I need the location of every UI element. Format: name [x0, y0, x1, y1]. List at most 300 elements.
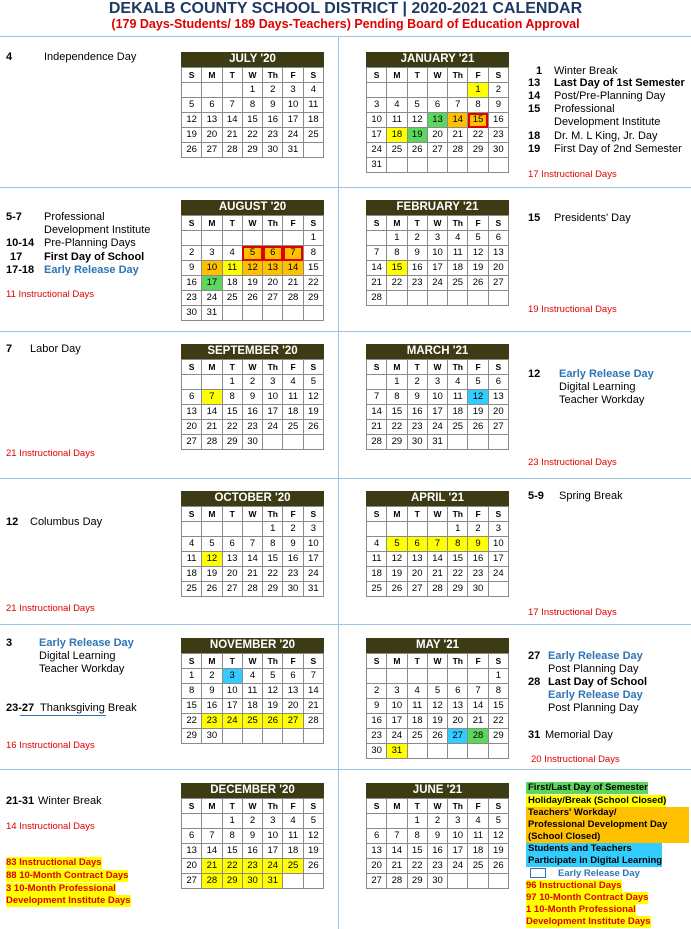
day-cell: 6	[488, 375, 508, 390]
calendar-grid	[366, 653, 509, 759]
day-cell: 27	[367, 874, 387, 889]
empty-cell	[202, 231, 222, 246]
day-cell: 28	[303, 714, 323, 729]
day-cell: 2	[488, 83, 508, 98]
day-cell: 17	[283, 113, 303, 128]
day-cell: 13	[182, 405, 202, 420]
day-cell: 12	[303, 829, 323, 844]
empty-cell	[222, 83, 242, 98]
calendar-title: AUGUST '20	[181, 200, 324, 215]
day-cell: 2	[202, 669, 222, 684]
weekday-header: S	[488, 216, 508, 231]
day-cell: 29	[488, 729, 508, 744]
weekday-header: F	[283, 799, 303, 814]
weekday-header: F	[283, 68, 303, 83]
empty-cell	[303, 435, 323, 450]
calendar-title: FEBRUARY '21	[366, 200, 509, 215]
day-cell: 3	[303, 522, 323, 537]
day-cell: 7	[222, 98, 242, 113]
empty-cell	[488, 744, 508, 759]
day-cell: 25	[283, 859, 303, 874]
day-cell: 29	[263, 582, 283, 597]
calendar-april	[366, 491, 509, 597]
empty-cell	[387, 291, 407, 306]
day-cell: 26	[242, 291, 262, 306]
day-cell: 8	[303, 246, 323, 261]
weekday-header: S	[367, 507, 387, 522]
day-cell: 16	[468, 552, 488, 567]
day-cell: 3	[263, 375, 283, 390]
calendar-august	[181, 200, 324, 321]
day-cell: 15	[488, 699, 508, 714]
empty-cell	[427, 669, 447, 684]
day-cell: 19	[488, 844, 508, 859]
day-cell: 9	[407, 390, 427, 405]
day-cell: 2	[367, 684, 387, 699]
day-cell: 20	[427, 128, 447, 143]
day-cell: 21	[427, 567, 447, 582]
day-cell: 7	[367, 390, 387, 405]
day-cell: 7	[427, 537, 447, 552]
weekday-header: S	[182, 68, 202, 83]
day-cell: 8	[242, 98, 262, 113]
day-cell: 30	[202, 729, 222, 744]
day-cell: 19	[202, 567, 222, 582]
empty-cell	[427, 158, 447, 173]
empty-cell	[242, 306, 262, 321]
day-cell: 26	[427, 729, 447, 744]
calendar-november	[181, 638, 324, 744]
calendar-february	[366, 200, 509, 306]
day-cell: 30	[182, 306, 202, 321]
day-cell: 17	[427, 261, 447, 276]
weekday-header: S	[303, 507, 323, 522]
day-cell: 30	[367, 744, 387, 759]
weekday-header: S	[303, 799, 323, 814]
weekday-header: Th	[448, 360, 468, 375]
weekday-header: M	[202, 360, 222, 375]
weekday-header: F	[283, 360, 303, 375]
day-cell: 10	[263, 390, 283, 405]
day-cell: 28	[242, 582, 262, 597]
empty-cell	[222, 306, 242, 321]
weekday-header: F	[468, 216, 488, 231]
day-cell: 22	[182, 714, 202, 729]
day-cell: 7	[387, 829, 407, 844]
weekday-header: W	[427, 799, 447, 814]
day-cell: 19	[427, 714, 447, 729]
day-cell: 12	[488, 829, 508, 844]
day-cell: 10	[488, 537, 508, 552]
day-cell: 30	[407, 435, 427, 450]
day-cell: 13	[488, 390, 508, 405]
calendar-title: DECEMBER '20	[181, 783, 324, 798]
day-cell: 24	[303, 567, 323, 582]
day-cell: 22	[303, 276, 323, 291]
event-february-15: 15 Presidents' Day	[528, 212, 631, 224]
empty-cell	[427, 522, 447, 537]
instructional-days-december: 14 Instructional Days	[6, 821, 95, 832]
center-divider	[338, 36, 339, 929]
day-cell: 23	[367, 729, 387, 744]
day-cell: 18	[468, 844, 488, 859]
day-cell: 17	[387, 714, 407, 729]
day-cell: 12	[263, 684, 283, 699]
day-cell: 27	[182, 435, 202, 450]
day-cell: 8	[387, 246, 407, 261]
instructional-days-august: 11 Instructional Days	[6, 289, 95, 300]
day-cell: 12	[407, 113, 427, 128]
calendar-grid	[366, 215, 509, 306]
empty-cell	[448, 291, 468, 306]
day-cell: 15	[387, 405, 407, 420]
day-cell: 21	[367, 420, 387, 435]
empty-cell	[367, 375, 387, 390]
day-cell: 12	[387, 552, 407, 567]
day-cell: 21	[387, 859, 407, 874]
day-cell: 8	[222, 390, 242, 405]
event-august-17-18: 17-18 Early Release Day	[6, 264, 139, 276]
day-cell: 2	[242, 814, 262, 829]
event-november-3-digital: Digital Learning	[39, 650, 116, 662]
day-cell: 14	[367, 405, 387, 420]
calendar-october	[181, 491, 324, 597]
day-cell: 18	[387, 128, 407, 143]
day-cell: 26	[202, 582, 222, 597]
day-cell: 11	[182, 552, 202, 567]
day-cell: 16	[242, 405, 262, 420]
weekday-header: S	[367, 799, 387, 814]
day-cell: 9	[367, 699, 387, 714]
calendar-title: JANUARY '21	[366, 52, 509, 67]
day-cell: 7	[202, 390, 222, 405]
day-cell: 3	[427, 231, 447, 246]
day-cell: 29	[468, 143, 488, 158]
calendar-september	[181, 344, 324, 450]
weekday-header: W	[242, 507, 262, 522]
day-cell: 8	[468, 98, 488, 113]
day-cell: 25	[182, 582, 202, 597]
day-cell: 24	[427, 276, 447, 291]
day-cell: 11	[387, 113, 407, 128]
semester1-pd-cont: Development Institute Days	[6, 895, 131, 906]
day-cell: 4	[387, 98, 407, 113]
day-cell: 19	[303, 844, 323, 859]
event-march-12: 12 Early Release Day	[528, 368, 654, 380]
day-cell: 12	[242, 261, 262, 276]
legend-teachers-workday	[526, 807, 689, 843]
day-cell: 8	[387, 390, 407, 405]
weekday-header: M	[387, 68, 407, 83]
day-cell: 27	[202, 143, 222, 158]
calendar-title: JUNE '21	[366, 783, 509, 798]
weekday-header: S	[488, 360, 508, 375]
calendar-grid	[366, 798, 509, 889]
weekday-header: T	[407, 68, 427, 83]
legend-early-release: Early Release Day	[528, 868, 640, 880]
day-cell: 24	[488, 567, 508, 582]
day-cell: 5	[303, 814, 323, 829]
empty-cell	[202, 375, 222, 390]
day-cell: 21	[242, 567, 262, 582]
day-cell: 1	[407, 814, 427, 829]
legend-digital-line2: Participate in Digital Learning	[528, 855, 663, 866]
day-cell: 6	[222, 537, 242, 552]
day-cell: 3	[427, 375, 447, 390]
empty-cell	[387, 522, 407, 537]
day-cell: 18	[182, 567, 202, 582]
day-cell: 8	[263, 537, 283, 552]
day-cell: 27	[263, 291, 283, 306]
semester2-instructional: 96 Instructional Days	[526, 880, 622, 891]
day-cell: 9	[488, 98, 508, 113]
day-cell: 18	[242, 699, 262, 714]
day-cell: 25	[448, 276, 468, 291]
day-cell: 22	[407, 859, 427, 874]
calendar-january	[366, 52, 509, 173]
empty-cell	[427, 83, 447, 98]
day-cell: 20	[407, 567, 427, 582]
event-may-28-post-planning: Post Planning Day	[548, 702, 639, 714]
legend-digital-learning	[526, 843, 662, 867]
empty-cell	[303, 143, 323, 158]
empty-cell	[427, 291, 447, 306]
day-cell: 2	[407, 375, 427, 390]
empty-cell	[367, 669, 387, 684]
weekday-header: F	[283, 654, 303, 669]
calendar-grid	[181, 506, 324, 597]
day-cell: 4	[283, 814, 303, 829]
day-cell: 10	[202, 261, 222, 276]
empty-cell	[182, 522, 202, 537]
empty-cell	[407, 83, 427, 98]
day-cell: 20	[182, 420, 202, 435]
empty-cell	[448, 435, 468, 450]
day-cell: 4	[303, 83, 323, 98]
day-cell: 20	[448, 714, 468, 729]
day-cell: 11	[303, 98, 323, 113]
day-cell: 3	[387, 684, 407, 699]
weekday-header: S	[367, 360, 387, 375]
day-cell: 19	[182, 128, 202, 143]
day-cell: 14	[468, 699, 488, 714]
empty-cell	[202, 83, 222, 98]
empty-cell	[283, 306, 303, 321]
day-cell: 18	[222, 276, 242, 291]
day-cell: 29	[387, 435, 407, 450]
day-cell: 17	[202, 276, 222, 291]
instructional-days-october: 21 Instructional Days	[6, 603, 95, 614]
empty-cell	[242, 522, 262, 537]
calendar-grid	[366, 506, 509, 597]
day-cell: 23	[407, 276, 427, 291]
empty-cell	[182, 231, 202, 246]
day-cell: 4	[448, 375, 468, 390]
empty-cell	[182, 83, 202, 98]
empty-cell	[263, 231, 283, 246]
day-cell: 18	[303, 113, 323, 128]
event-november-3: 3 Early Release Day	[6, 637, 134, 649]
weekday-header: T	[407, 799, 427, 814]
day-cell: 11	[367, 552, 387, 567]
weekday-header: S	[182, 507, 202, 522]
instructional-days-september: 21 Instructional Days	[6, 448, 95, 459]
day-cell: 18	[407, 714, 427, 729]
day-cell: 25	[283, 420, 303, 435]
day-cell: 28	[202, 435, 222, 450]
day-cell: 24	[387, 729, 407, 744]
weekday-header: Th	[263, 654, 283, 669]
day-cell: 13	[202, 113, 222, 128]
day-cell: 20	[263, 276, 283, 291]
weekday-header: W	[427, 507, 447, 522]
event-january-18: 18 Dr. M. L King, Jr. Day	[528, 130, 658, 142]
weekday-header: F	[468, 507, 488, 522]
day-cell: 1	[222, 814, 242, 829]
weekday-header: Th	[448, 507, 468, 522]
event-may-31: 31 Memorial Day	[528, 729, 613, 741]
day-cell: 23	[242, 420, 262, 435]
day-cell: 24	[283, 128, 303, 143]
day-cell: 18	[448, 261, 468, 276]
day-cell: 31	[263, 874, 283, 889]
empty-cell	[222, 729, 242, 744]
empty-cell	[407, 744, 427, 759]
day-cell: 26	[468, 420, 488, 435]
day-cell: 18	[448, 405, 468, 420]
event-may-27: 27 Early Release Day	[528, 650, 643, 662]
day-cell: 17	[303, 552, 323, 567]
day-cell: 24	[202, 291, 222, 306]
empty-cell	[283, 435, 303, 450]
empty-cell	[488, 435, 508, 450]
empty-cell	[367, 814, 387, 829]
day-cell: 12	[182, 113, 202, 128]
day-cell: 1	[468, 83, 488, 98]
weekday-header: W	[427, 68, 447, 83]
empty-cell	[468, 158, 488, 173]
weekday-header: S	[182, 216, 202, 231]
event-january-1: 1 Winter Break	[536, 65, 618, 77]
day-cell: 25	[468, 859, 488, 874]
weekday-header: T	[407, 360, 427, 375]
day-cell: 18	[283, 405, 303, 420]
day-cell: 16	[202, 699, 222, 714]
day-cell: 5	[242, 246, 262, 261]
day-cell: 2	[468, 522, 488, 537]
day-cell: 20	[182, 859, 202, 874]
page-subtitle: (179 Days-Students/ 189 Days-Teachers) Pending Board of Education Approval	[111, 17, 580, 31]
weekday-header: W	[242, 799, 262, 814]
row-divider	[0, 769, 691, 770]
day-cell: 8	[222, 829, 242, 844]
day-cell: 31	[283, 143, 303, 158]
day-cell: 22	[488, 714, 508, 729]
day-cell: 6	[427, 98, 447, 113]
day-cell: 28	[448, 143, 468, 158]
empty-cell	[387, 669, 407, 684]
day-cell: 29	[222, 874, 242, 889]
day-cell: 17	[263, 405, 283, 420]
day-cell: 1	[303, 231, 323, 246]
event-may-28: 28 Last Day of School	[528, 676, 648, 688]
day-cell: 31	[367, 158, 387, 173]
day-cell: 23	[488, 128, 508, 143]
day-cell: 9	[407, 246, 427, 261]
day-cell: 23	[263, 128, 283, 143]
day-cell: 22	[387, 276, 407, 291]
day-cell: 11	[283, 390, 303, 405]
day-cell: 1	[488, 669, 508, 684]
day-cell: 28	[367, 291, 387, 306]
day-cell: 14	[202, 405, 222, 420]
day-cell: 15	[182, 699, 202, 714]
day-cell: 22	[448, 567, 468, 582]
day-cell: 22	[242, 128, 262, 143]
instructional-days-february: 19 Instructional Days	[528, 304, 617, 315]
day-cell: 16	[182, 276, 202, 291]
day-cell: 16	[488, 113, 508, 128]
day-cell: 23	[242, 859, 262, 874]
day-cell: 14	[448, 113, 468, 128]
empty-cell	[242, 729, 262, 744]
day-cell: 4	[283, 375, 303, 390]
day-cell: 20	[488, 405, 508, 420]
day-cell: 9	[242, 390, 262, 405]
weekday-header: S	[303, 68, 323, 83]
weekday-header: M	[202, 799, 222, 814]
day-cell: 12	[202, 552, 222, 567]
day-cell: 28	[202, 874, 222, 889]
day-cell: 15	[222, 405, 242, 420]
day-cell: 16	[242, 844, 262, 859]
day-cell: 13	[263, 261, 283, 276]
event-august-17: 17 First Day of School	[10, 251, 145, 263]
day-cell: 22	[387, 420, 407, 435]
weekday-header: Th	[263, 360, 283, 375]
weekday-header: M	[202, 654, 222, 669]
day-cell: 27	[407, 582, 427, 597]
day-cell: 6	[488, 231, 508, 246]
weekday-header: T	[222, 68, 242, 83]
calendar-june	[366, 783, 509, 889]
day-cell: 25	[448, 420, 468, 435]
day-cell: 5	[427, 684, 447, 699]
calendar-grid	[366, 359, 509, 450]
weekday-header: S	[303, 654, 323, 669]
row-divider	[0, 36, 691, 37]
weekday-header: Th	[263, 799, 283, 814]
day-cell: 21	[468, 714, 488, 729]
empty-cell	[367, 522, 387, 537]
day-cell: 10	[427, 246, 447, 261]
weekday-header: W	[242, 654, 262, 669]
day-cell: 28	[283, 291, 303, 306]
day-cell: 17	[488, 552, 508, 567]
day-cell: 16	[427, 844, 447, 859]
day-cell: 13	[407, 552, 427, 567]
calendar-grid	[181, 215, 324, 321]
day-cell: 17	[222, 699, 242, 714]
day-cell: 19	[263, 699, 283, 714]
empty-cell	[448, 158, 468, 173]
day-cell: 26	[263, 714, 283, 729]
event-january-15: 15 Professional	[528, 103, 615, 115]
weekday-header: W	[242, 360, 262, 375]
weekday-header: S	[367, 654, 387, 669]
instructional-days-january: 17 Instructional Days	[528, 169, 617, 180]
day-cell: 13	[427, 113, 447, 128]
